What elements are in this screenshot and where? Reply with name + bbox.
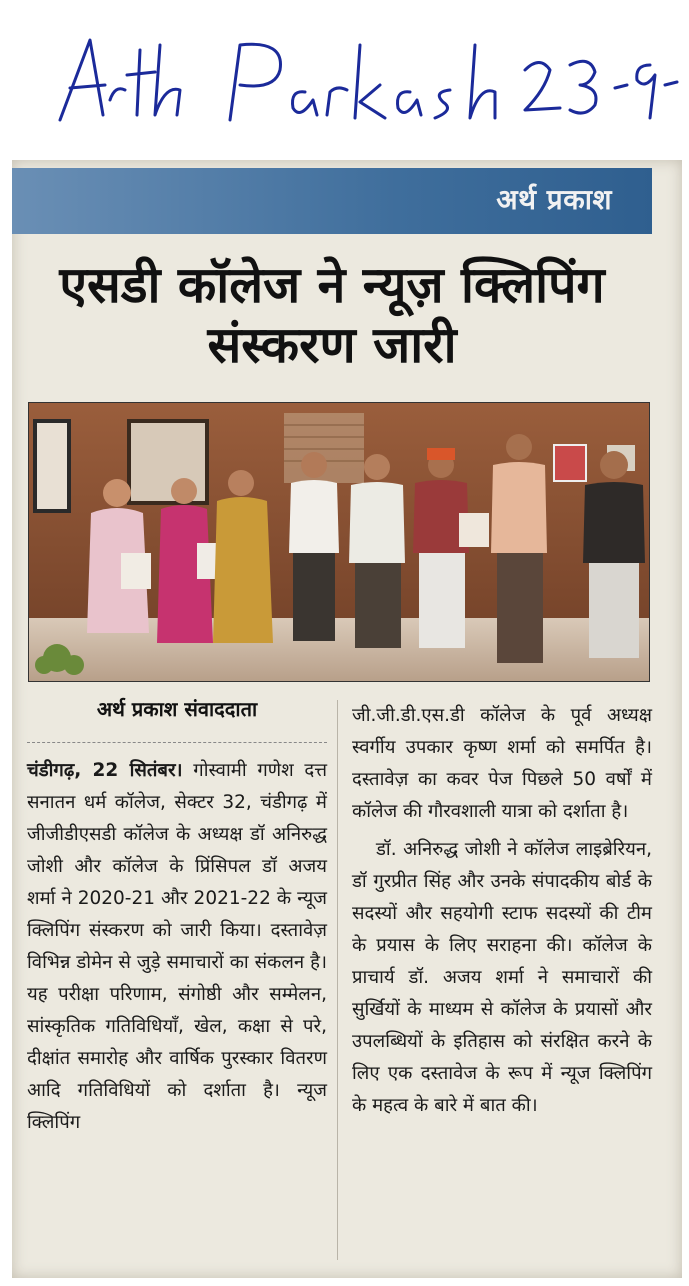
handwritten-signature: [55, 30, 685, 130]
dateline: चंडीगढ़, 22 सितंबर।: [27, 760, 183, 781]
article-body-left: गोस्वामी गणेश दत्त सनातन धर्म कॉलेज, सेक्टर 32, चंडीगढ़ में जीजीडीएसडी कॉलेज के अध्यक्ष डॉ अनिरुद्ध जोशी और कॉलेज के प्रिंसिपल डॉ अजय शर्मा ने 2020-21 और 2021-22 के न्यूज क्लिपिंग संस्करण को जारी किया। दस्तावेज़ विभिन्न डोमेन से जुड़े समाचारों का संकलन है। यह परीक्षा परिणाम, संगोष्ठी और सम्मेलन, सांस्कृतिक गतिविधियाँ, खेल, कक्षा से परे, दीक्षांत समारोह और वार्षिक पुरस्कार वितरण आदि गतिविधियों को दर्शाता है। न्यूज क्लिपिंग: [27, 760, 328, 1133]
byline-divider: [27, 742, 327, 743]
article-body-right-p1: जी.जी.डी.एस.डी कॉलेज के पूर्व अध्यक्ष स्वर्गीय उपकार कृष्ण शर्मा को समर्पित है। दस्तावेज़ का कवर पेज पिछले 50 वर्षों में कॉलेज की गौरवशाली यात्रा को दर्शाता है।: [352, 705, 652, 822]
byline: अर्थ प्रकाश संवाददाता: [96, 697, 258, 721]
headline-line-1: एसडी कॉलेज ने न्यूज़ क्लिपिंग: [59, 256, 605, 314]
newspaper-clipping: [12, 160, 682, 1278]
handwritten-note: [55, 30, 685, 130]
newspaper-name: अर्थ प्रकाश: [496, 183, 612, 216]
group-photo-illustration: [29, 403, 649, 681]
header-band: [12, 168, 652, 234]
column-divider: [337, 700, 338, 1260]
headline-line-2: संस्करण जारी: [207, 316, 457, 374]
group-photo: [28, 402, 650, 682]
article-right-column: [352, 700, 652, 1122]
headline: [12, 255, 652, 375]
article-left-column: [27, 755, 327, 1139]
article-body-right-p2: डॉ. अनिरुद्ध जोशी ने कॉलेज लाइब्रेरियन, डॉ गुरप्रीत सिंह और उनके संपादकीय बोर्ड के सदस्यों और सहयोगी स्टाफ सदस्यों की टीम के प्रयास के लिए सराहना की। कॉलेज के प्राचार्य डॉ. अजय शर्मा ने समाचारों की सुर्खियों के माध्यम से कॉलेज के प्रयासों और उपलब्धियों के इतिहास को संरक्षित करने के लिए एक दस्तावेज के रूप में न्यूज क्लिपिंग के महत्व के बारे में बात की।: [352, 839, 652, 1116]
